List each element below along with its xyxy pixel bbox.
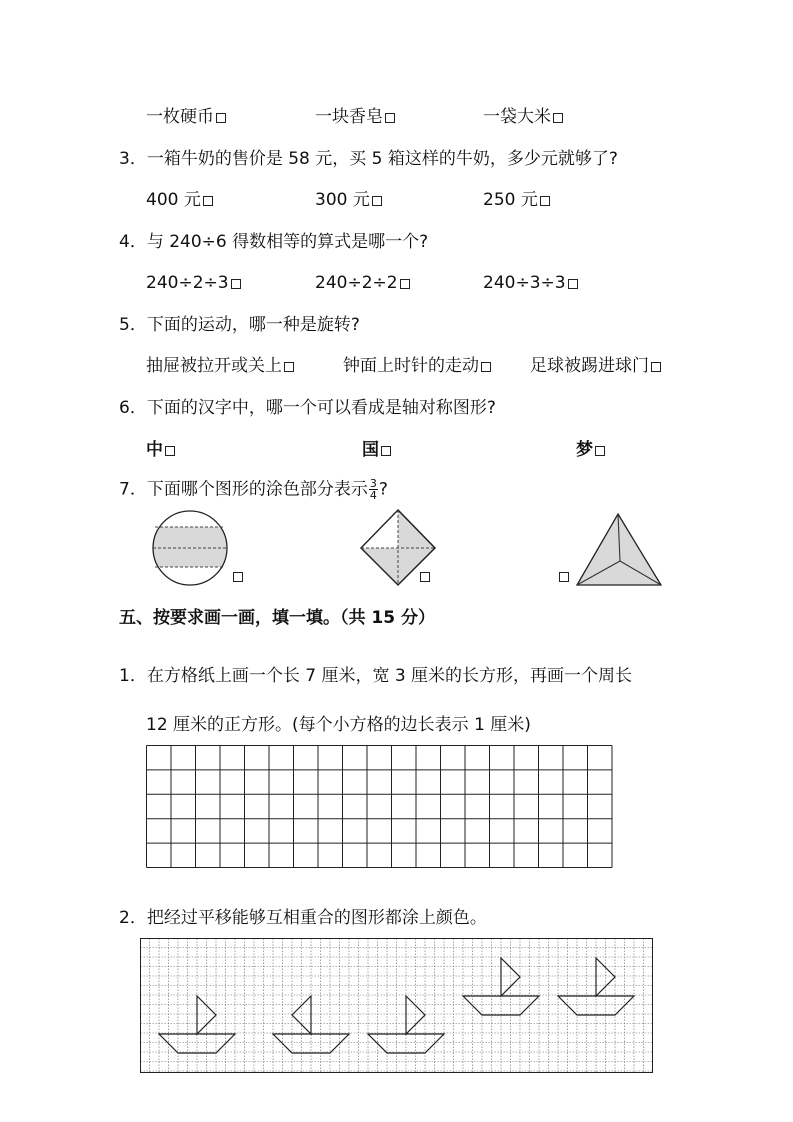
fraction: $\frac{3}{4}$ (369, 477, 377, 502)
answer-checkbox[interactable] (651, 362, 661, 372)
question-7: 7．下面哪个图形的涂色部分表示 $\frac{3}{4}$ ? (119, 477, 388, 502)
option-rice[interactable]: 一袋大米 (483, 106, 563, 128)
answer-checkbox[interactable] (372, 196, 382, 206)
triangle-figure[interactable] (570, 512, 665, 588)
answer-checkbox[interactable] (231, 279, 241, 289)
boat-shape-5[interactable] (558, 958, 634, 1015)
task-2-text: 2．把经过平移能够互相重合的图形都涂上颜色。 (119, 908, 487, 928)
question-4: 4．与 240÷6 得数相等的算式是哪一个? (119, 232, 429, 252)
q5-option-b[interactable]: 钟面上时针的走动 (343, 355, 491, 377)
q3-option-c[interactable]: 250 元 (483, 189, 550, 211)
answer-checkbox[interactable] (559, 572, 569, 582)
section-5-title: 五、按要求画一画，填一填。（共 15 分） (119, 608, 435, 628)
q3-option-a[interactable]: 400 元 (146, 189, 213, 211)
q4-option-a[interactable]: 240÷2÷3 (146, 272, 241, 294)
answer-checkbox[interactable] (165, 446, 175, 456)
q6-option-zhong[interactable]: 中 (146, 439, 175, 461)
q6-option-meng[interactable]: 梦 (576, 439, 605, 461)
answer-checkbox[interactable] (400, 279, 410, 289)
answer-checkbox[interactable] (568, 279, 578, 289)
q5-option-c[interactable]: 足球被踢进球门 (530, 355, 661, 377)
answer-checkbox[interactable] (595, 446, 605, 456)
answer-checkbox[interactable] (381, 446, 391, 456)
task-1-text-line2: 12 厘米的正方形。(每个小方格的边长表示 1 厘米) (146, 715, 531, 735)
q3-option-b[interactable]: 300 元 (315, 189, 382, 211)
translation-grid[interactable] (140, 938, 654, 1074)
answer-checkbox[interactable] (481, 362, 491, 372)
task-1-text-line1: 1．在方格纸上画一个长 7 厘米，宽 3 厘米的长方形，再画一个周长 (119, 666, 633, 686)
question-5: 5．下面的运动，哪一种是旋转? (119, 315, 360, 335)
answer-checkbox[interactable] (540, 196, 550, 206)
answer-checkbox[interactable] (233, 572, 243, 582)
option-coin[interactable]: 一枚硬币 (146, 106, 226, 128)
q4-option-b[interactable]: 240÷2÷2 (315, 272, 410, 294)
square-grid[interactable] (146, 745, 616, 870)
circle-figure[interactable] (152, 510, 232, 590)
q4-option-c[interactable]: 240÷3÷3 (483, 272, 578, 294)
answer-checkbox[interactable] (420, 572, 430, 582)
answer-checkbox[interactable] (553, 113, 563, 123)
option-soap[interactable]: 一块香皂 (315, 106, 395, 128)
q5-option-a[interactable]: 抽屉被拉开或关上 (146, 355, 294, 377)
q6-option-guo[interactable]: 国 (362, 439, 391, 461)
question-3: 3．一箱牛奶的售价是 58 元，买 5 箱这样的牛奶，多少元就够了? (119, 149, 618, 169)
answer-checkbox[interactable] (203, 196, 213, 206)
answer-checkbox[interactable] (385, 113, 395, 123)
answer-checkbox[interactable] (284, 362, 294, 372)
answer-checkbox[interactable] (216, 113, 226, 123)
question-6: 6．下面的汉字中，哪一个可以看成是轴对称图形? (119, 398, 496, 418)
